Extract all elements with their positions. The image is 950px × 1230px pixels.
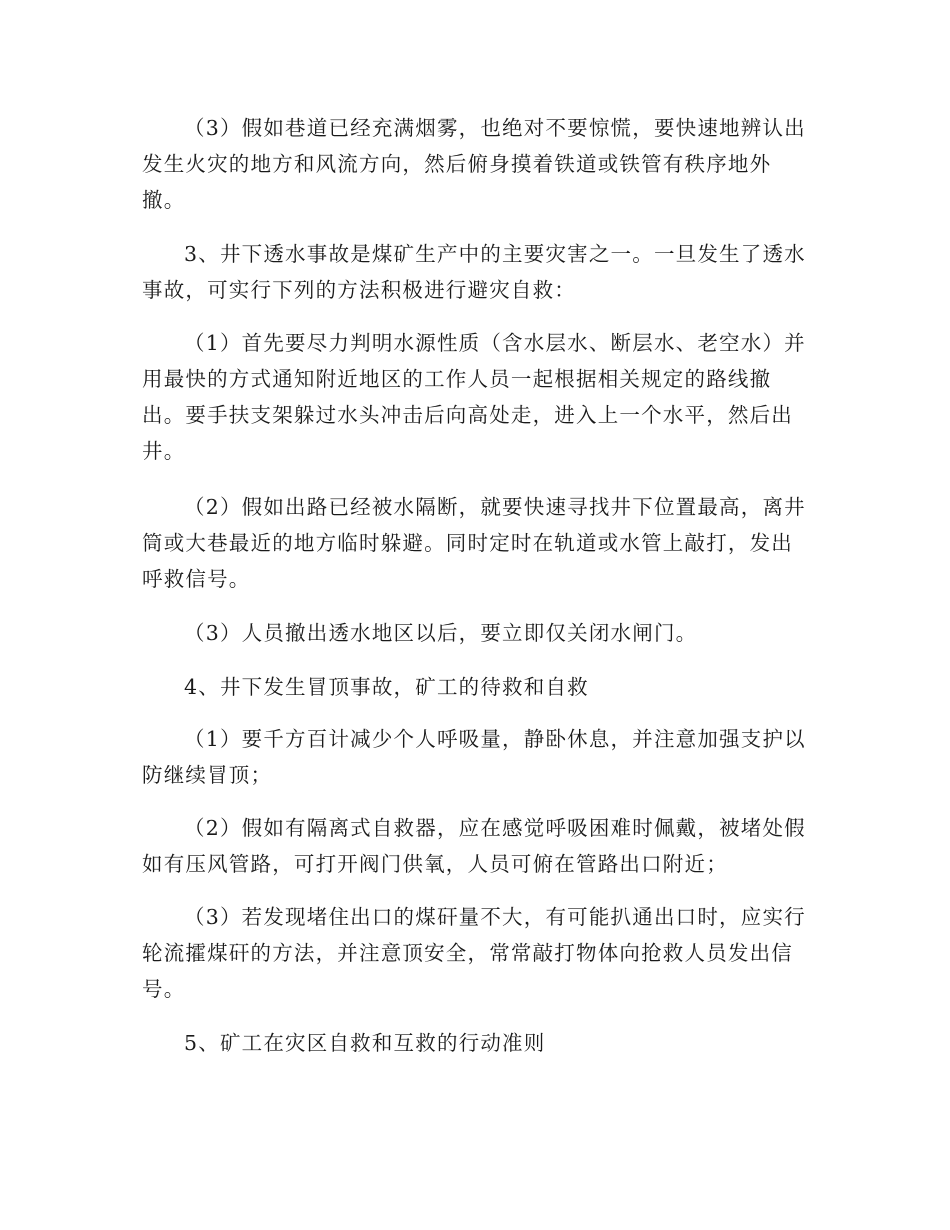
paragraph-line: 如有压风管路，可打开阀门供氧，人员可俯在管路出口附近；	[142, 852, 728, 876]
paragraph-line: 4、井下发生冒顶事故，矿工的待救和自救	[184, 675, 589, 699]
paragraph-line: 筒或大巷最近的地方临时躲避。同时定时在轨道或水管上敲打，发出	[142, 531, 793, 555]
paragraph-line: 呼救信号。	[142, 567, 251, 591]
paragraph-line: 防继续冒顶；	[142, 763, 273, 787]
paragraph-disaster-area-rules-heading	[142, 1025, 810, 1061]
paragraph-line: 3、井下透水事故是煤矿生产中的主要灾害之一。一旦发生了透水	[184, 242, 806, 266]
paragraph-fire-evacuation-3	[142, 110, 810, 218]
paragraph-line: 出。要手扶支架躲过水头冲击后向高处走，进入上一个水平，然后出	[142, 403, 793, 427]
paragraph-line: 轮流攉煤矸的方法，并注意顶安全，常常敲打物体向抢救人员发出信	[142, 941, 793, 965]
paragraph-line: （3）假如巷道已经充满烟雾，也绝对不要惊慌，要快速地辨认出	[184, 116, 806, 140]
paragraph-line: （2）假如出路已经被水隔断，就要快速寻找井下位置最高，离井	[184, 495, 806, 519]
paragraph-line: （1）首先要尽力判明水源性质（含水层水、断层水、老空水）并	[184, 331, 806, 355]
paragraph-line: （3）人员撤出透水地区以后，要立即仅关闭水闸门。	[184, 621, 698, 645]
paragraph-roof-fall-1	[142, 721, 810, 793]
paragraph-roof-fall-2	[142, 810, 810, 882]
paragraph-roof-fall-3	[142, 899, 810, 1007]
paragraph-roof-fall-heading	[142, 669, 810, 705]
paragraph-water-inrush-2	[142, 489, 810, 597]
paragraph-water-inrush-3	[142, 615, 810, 651]
paragraph-line: 5、矿工在灾区自救和互救的行动准则	[184, 1031, 546, 1055]
paragraph-line: 井。	[142, 439, 186, 463]
paragraph-line: （3）若发现堵住出口的煤矸量不大，有可能扒通出口时，应实行	[184, 905, 806, 929]
paragraph-line: 用最快的方式通知附近地区的工作人员一起根据相关规定的路线撤	[142, 367, 772, 391]
paragraph-water-inrush-heading	[142, 236, 810, 308]
paragraph-water-inrush-1	[142, 325, 810, 469]
paragraph-line: 撤。	[142, 188, 186, 212]
paragraph-line: （1）要千方百计减少个人呼吸量，静卧休息，并注意加强支护以	[184, 727, 806, 751]
paragraph-line: （2）假如有隔离式自救器，应在感觉呼吸困难时佩戴，被堵处假	[184, 816, 806, 840]
paragraph-line: 事故，可实行下列的方法积极进行避灾自救：	[142, 278, 576, 302]
paragraph-line: 号。	[142, 977, 186, 1001]
paragraph-line: 发生火灾的地方和风流方向，然后俯身摸着铁道或铁管有秩序地外	[142, 152, 772, 176]
